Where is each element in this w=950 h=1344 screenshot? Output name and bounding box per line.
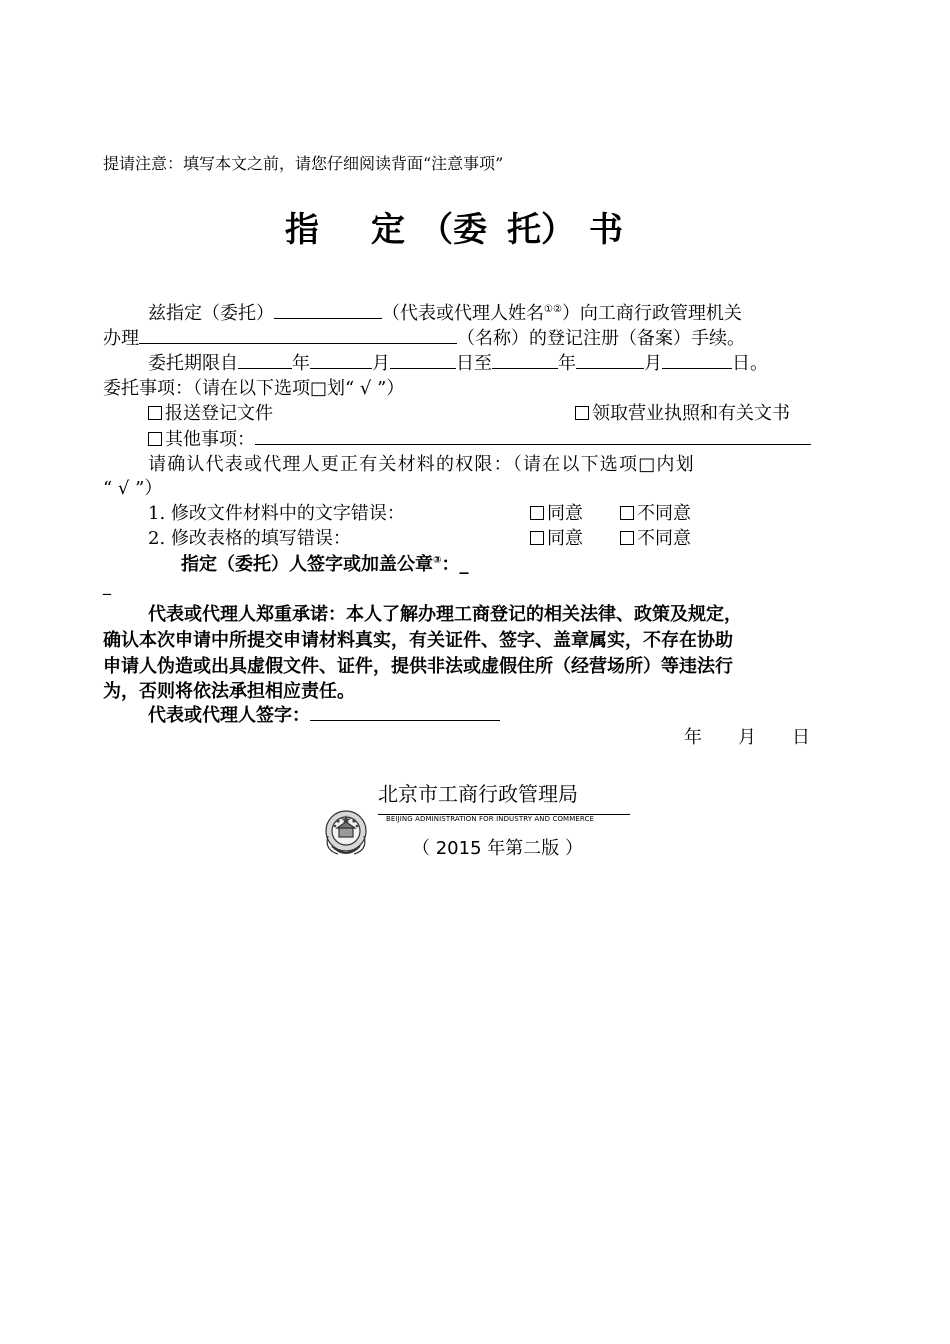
title-char: 定 xyxy=(371,210,405,250)
disagree-label: 不同意 xyxy=(637,503,691,524)
para1-suffix: ）向工商行政管理机关 xyxy=(561,303,742,324)
agent-signature-label: 代表或代理人签字： xyxy=(148,705,310,726)
date-day-label: 日 xyxy=(792,727,810,748)
confirm-line2: “ √ ”） xyxy=(103,478,163,499)
date-month-label: 月 xyxy=(738,727,756,748)
org-name: 北京市工商行政管理局 xyxy=(378,782,578,806)
entity-name-field[interactable] xyxy=(139,325,457,344)
period-label: 委托期限自 xyxy=(148,353,238,374)
date-year-label: 年 xyxy=(684,727,702,748)
checkbox[interactable] xyxy=(620,531,634,545)
footnote-ref: ①② xyxy=(544,304,562,315)
end-day-field[interactable] xyxy=(662,350,732,369)
option-submit-docs xyxy=(148,399,273,425)
notice-text: 提请注意：填写本文之前，请您仔细阅读背面“注意事项” xyxy=(103,154,504,173)
matters-label: 委托事项：（请在以下选项□划“ √ ”） xyxy=(103,378,405,399)
end-year-field[interactable] xyxy=(492,350,558,369)
edition-label: （ 2015 年第二版 ） xyxy=(412,838,583,859)
checkbox[interactable] xyxy=(530,506,544,520)
confirm-line1: 请确认代表或代理人更正有关材料的权限：（请在以下选项□内划 xyxy=(148,454,695,475)
month-label: 月 xyxy=(644,353,662,374)
footnote-ref: ③ xyxy=(433,555,442,566)
page-title xyxy=(285,202,623,251)
month-label: 月 xyxy=(372,353,390,374)
org-name-en: BEIJING ADMINISTRATION FOR INDUSTRY AND COMMERCE xyxy=(386,815,594,823)
end-month-field[interactable] xyxy=(576,350,644,369)
title-char: （委 xyxy=(419,210,487,250)
day-to-label: 日至 xyxy=(456,353,492,374)
para1-prefix: 兹指定（委托） xyxy=(148,303,274,324)
title-char: 指 xyxy=(285,210,319,250)
option-other xyxy=(148,425,811,451)
item2-agree xyxy=(530,524,583,550)
para1-after-blank: （代表或代理人姓名 xyxy=(382,303,544,324)
day-label: 日。 xyxy=(732,353,768,374)
item2-disagree xyxy=(620,524,691,550)
option-label: 领取营业执照和有关文书 xyxy=(592,403,790,424)
agent-signature-field[interactable] xyxy=(310,702,500,721)
other-matters-field[interactable] xyxy=(255,426,811,445)
item1-disagree xyxy=(620,499,691,525)
disagree-label: 不同意 xyxy=(637,528,691,549)
confirm-item2: 2. 修改表格的填写错误： xyxy=(148,528,351,549)
para1-line2-suffix: （名称）的登记注册（备案）手续。 xyxy=(457,328,745,349)
option-label: 其他事项： xyxy=(165,429,255,450)
national-emblem-icon xyxy=(320,806,372,866)
checkbox[interactable] xyxy=(148,432,162,446)
checkbox[interactable] xyxy=(148,406,162,420)
agent-name-field[interactable] xyxy=(274,300,382,319)
colon: ： xyxy=(441,554,460,575)
principal-signature-field[interactable]: _ xyxy=(459,554,469,575)
para1-line2 xyxy=(103,324,745,350)
start-day-field[interactable] xyxy=(390,350,456,369)
agree-label: 同意 xyxy=(547,503,583,524)
agent-signature-line xyxy=(148,701,500,727)
signature-label: 指定（委托）人签字或加盖公章 xyxy=(181,554,433,575)
checkbox[interactable] xyxy=(530,531,544,545)
promise-line: 确认本次申请中所提交申请材料真实，有关证件、签字、盖章属实，不存在协助 xyxy=(103,630,733,651)
agree-label: 同意 xyxy=(547,528,583,549)
title-char: 书 xyxy=(589,210,623,250)
checkbox[interactable] xyxy=(575,406,589,420)
date-line xyxy=(684,723,810,749)
period-line xyxy=(148,349,768,375)
checkbox[interactable] xyxy=(620,506,634,520)
para1-line1 xyxy=(148,299,742,325)
year-label: 年 xyxy=(558,353,576,374)
principal-signature-line xyxy=(181,550,468,576)
option-collect-license xyxy=(575,399,790,425)
promise-line: 申请人伪造或出具虚假文件、证件，提供非法或虚假住所（经营场所）等违法行 xyxy=(103,656,733,677)
start-month-field[interactable] xyxy=(310,350,372,369)
year-label: 年 xyxy=(292,353,310,374)
option-label: 报送登记文件 xyxy=(165,403,273,424)
stray-underscore: _ xyxy=(103,576,111,595)
item1-agree xyxy=(530,499,583,525)
promise-line: 为，否则将依法承担相应责任。 xyxy=(103,681,355,702)
title-char: 托） xyxy=(507,210,575,250)
para1-line2-prefix: 办理 xyxy=(103,328,139,349)
promise-line: 代表或代理人郑重承诺：本人了解办理工商登记的相关法律、政策及规定， xyxy=(148,604,742,625)
start-year-field[interactable] xyxy=(238,350,292,369)
confirm-item1: 1. 修改文件材料中的文字错误： xyxy=(148,503,405,524)
